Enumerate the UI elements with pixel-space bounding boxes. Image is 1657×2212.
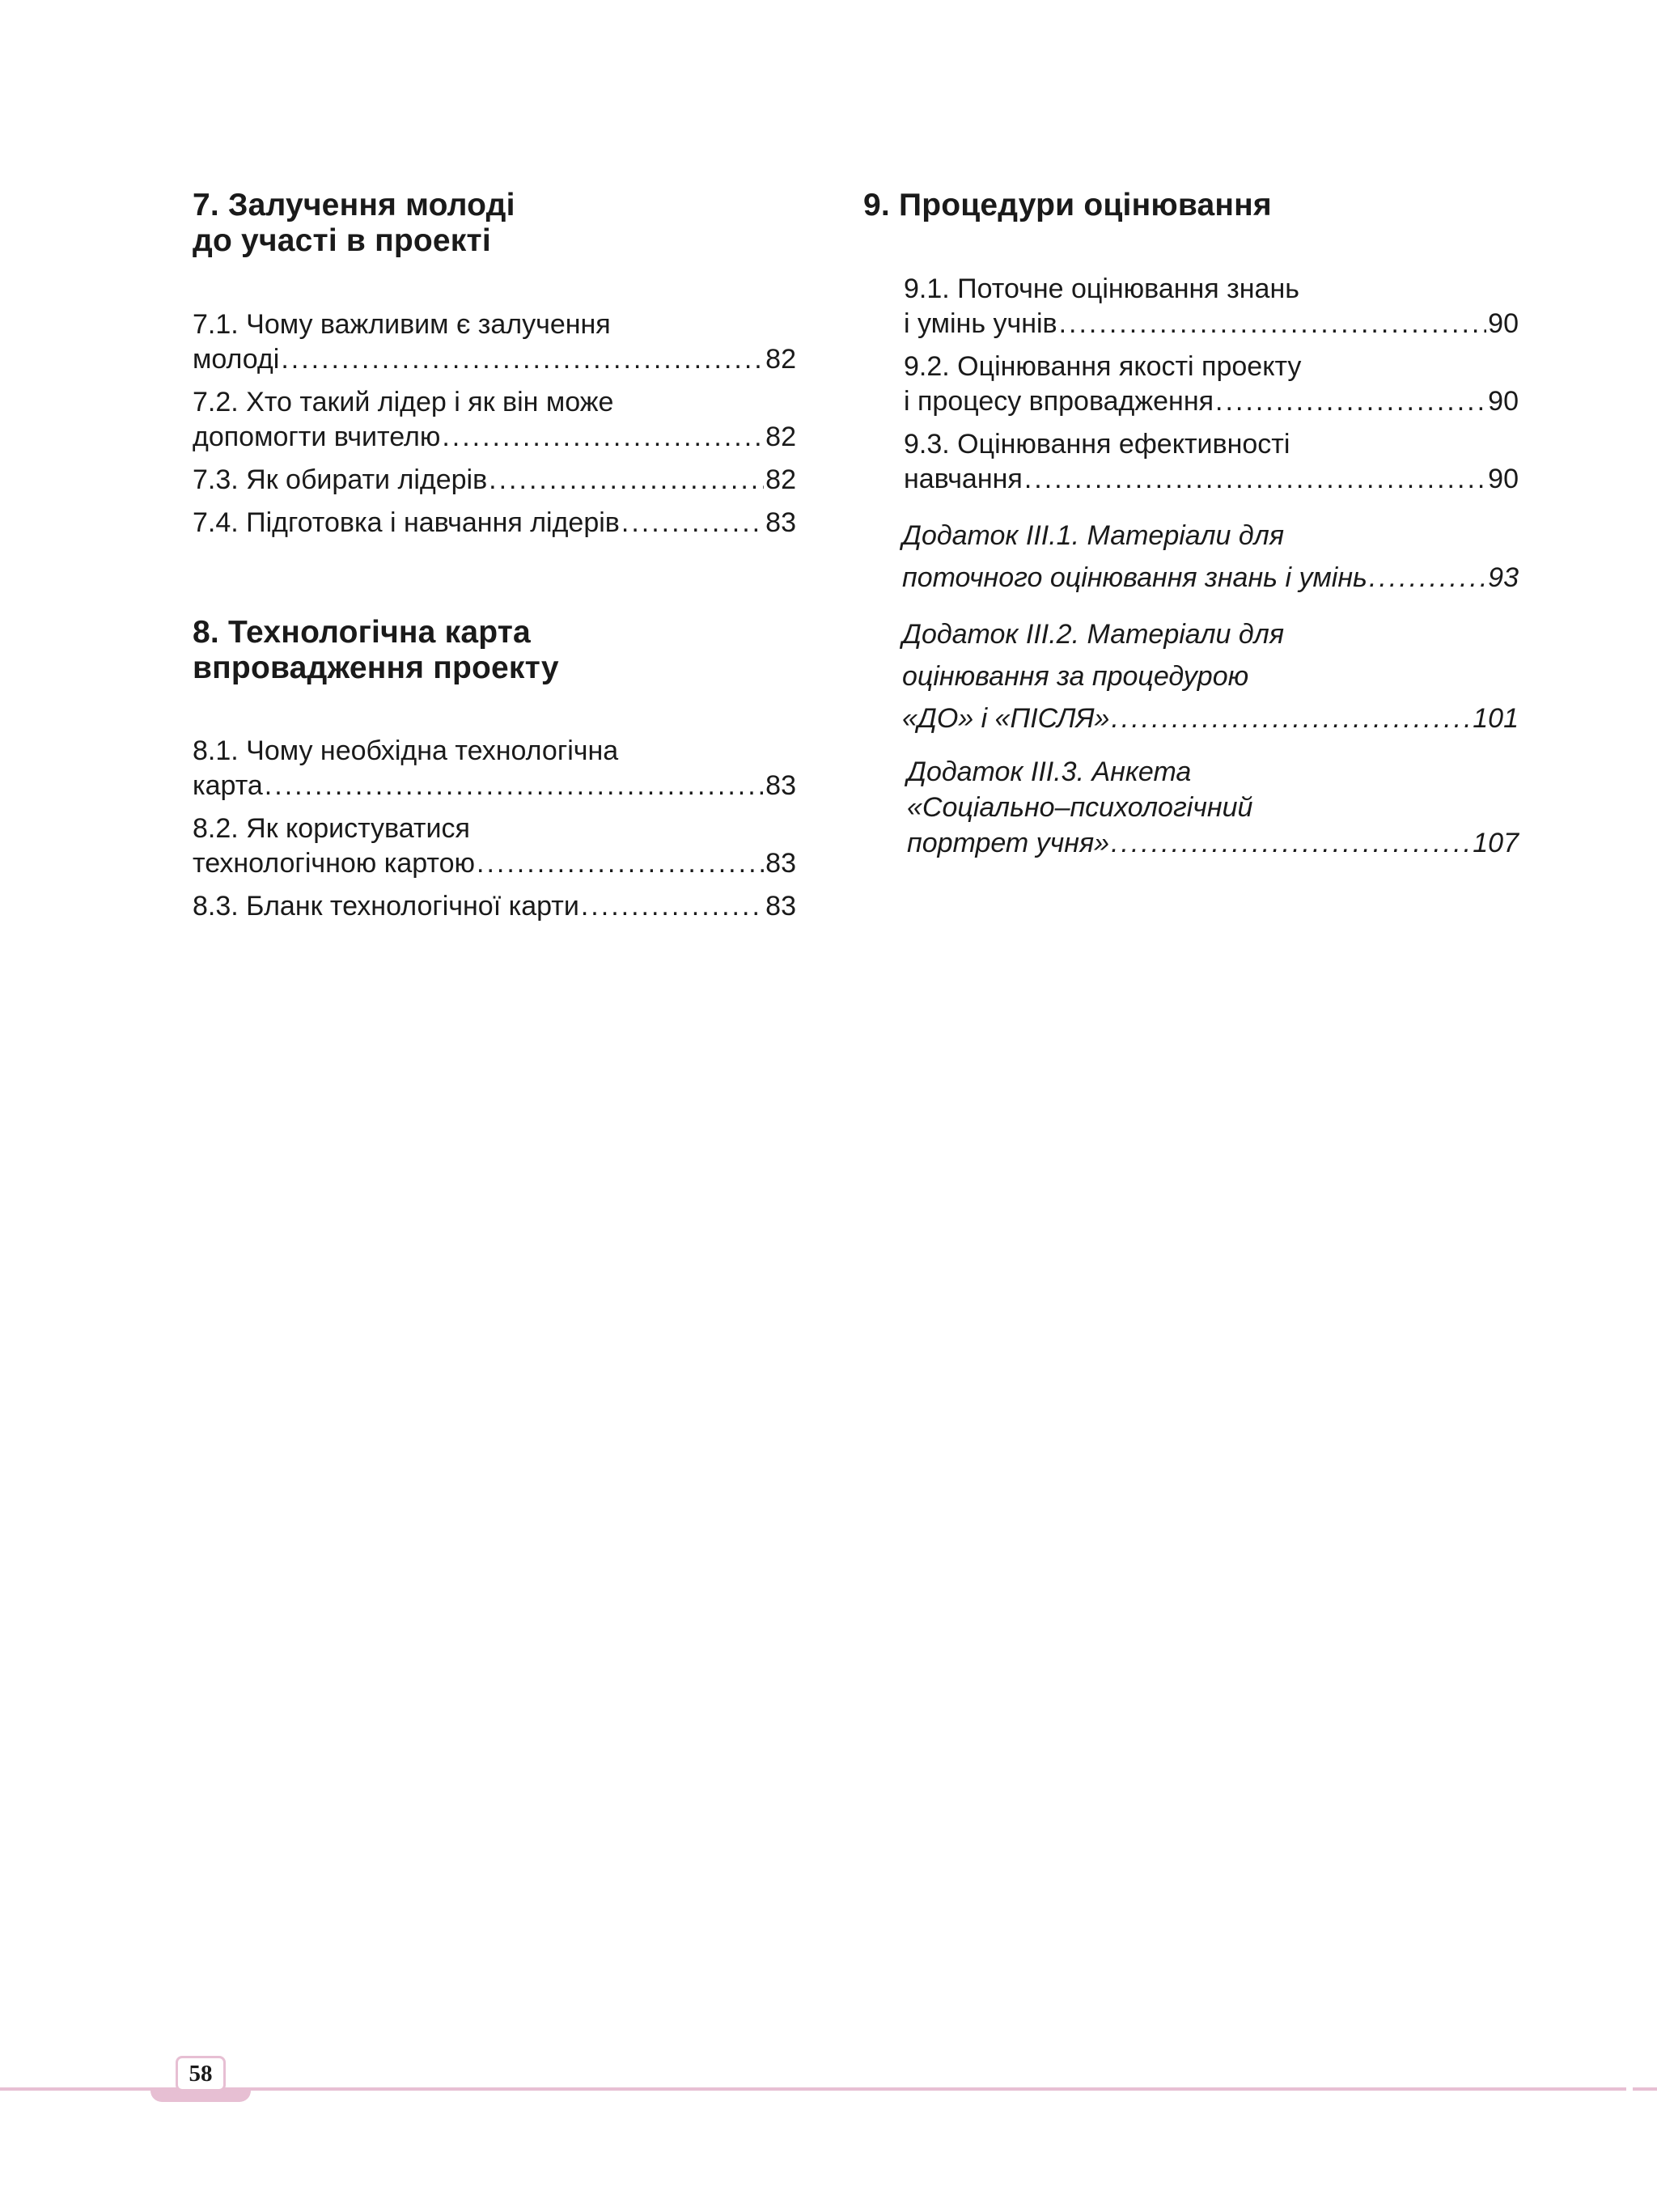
dot-leader — [1111, 825, 1471, 861]
dot-leader — [1059, 307, 1487, 341]
entry-title-line: 7.2. Хто такий лідер і як він може — [193, 387, 614, 417]
page-ref: 107 — [1473, 828, 1519, 858]
entry-title-line: 8.1. Чому необхідна технологічна — [193, 735, 619, 766]
dot-leader — [1215, 384, 1486, 419]
dot-leader — [1369, 557, 1486, 599]
entry-title-line: 7.1. Чому важливим є залучення — [193, 309, 611, 340]
entry-title-tail: і умінь учнів — [904, 308, 1057, 339]
entry-title-tail: портрет учня» — [907, 828, 1110, 858]
toc-entry-9-3[interactable] — [904, 427, 1519, 497]
entry-title-line: Додаток ІІІ.2. Матеріали для — [902, 619, 1284, 650]
page-ref: 90 — [1488, 308, 1519, 339]
entry-title-tail: «ДО» і «ПІСЛЯ» — [902, 703, 1110, 734]
toc-entry-7-3[interactable] — [193, 463, 796, 498]
section-9-entries — [904, 272, 1519, 497]
toc-entry-7-1[interactable] — [193, 307, 796, 377]
toc-entry-8-3[interactable] — [193, 889, 796, 924]
dot-leader — [489, 463, 764, 498]
entry-title-tail: технологічною картою — [193, 848, 476, 879]
entry-title-line: Додаток ІІІ.3. Анкета — [907, 756, 1192, 787]
entry-title-tail: навчання — [904, 464, 1023, 494]
toc-entry-8-1[interactable] — [193, 734, 796, 803]
footer-rule-end — [1633, 2087, 1657, 2091]
page-ref: 83 — [765, 848, 796, 879]
page-ref: 82 — [765, 422, 796, 452]
entry-title-line: «Соціально–психологічний — [907, 792, 1253, 823]
appendix-entries — [902, 515, 1519, 861]
dot-leader — [1111, 697, 1471, 739]
entry-title-line: 9.3. Оцінювання ефективності — [904, 429, 1290, 460]
entry-title: 7.3. Як обирати лідерів — [193, 464, 488, 495]
section-7-entries — [193, 307, 796, 540]
page-ref: 90 — [1488, 464, 1519, 494]
dot-leader — [581, 889, 764, 924]
toc-appendix-3-1[interactable] — [902, 515, 1519, 599]
dot-leader — [265, 769, 764, 803]
toc-appendix-3-2[interactable] — [902, 613, 1519, 739]
entry-title-line: оцінювання за процедурою — [902, 661, 1249, 692]
page-ref: 93 — [1488, 562, 1519, 593]
toc-entry-9-1[interactable] — [904, 272, 1519, 341]
dot-leader — [442, 420, 764, 455]
section-8-entries — [193, 734, 796, 924]
dot-leader — [621, 506, 764, 540]
page-ref: 101 — [1473, 703, 1519, 734]
entry-title-line: 8.2. Як користуватися — [193, 813, 470, 844]
toc-entry-9-2[interactable] — [904, 350, 1519, 419]
entry-title-tail: молоді — [193, 344, 280, 375]
entry-title-line: 9.2. Оцінювання якості проекту — [904, 351, 1302, 382]
page-ref: 82 — [765, 464, 796, 495]
dot-leader — [1024, 462, 1486, 497]
page-ref: 83 — [765, 891, 796, 922]
entry-title: 8.3. Бланк технологічної карти — [193, 891, 579, 922]
toc-entry-7-4[interactable] — [193, 506, 796, 540]
page-ref: 90 — [1488, 386, 1519, 417]
entry-title-tail: допомогти вчителю — [193, 422, 441, 452]
page-ref: 83 — [765, 770, 796, 801]
section-9-heading: 9. Процедури оцінювання — [863, 188, 1272, 222]
section-7-heading: 7. Залучення молоді до участі в проекті — [193, 188, 515, 258]
entry-title-line: 9.1. Поточне оцінювання знань — [904, 273, 1299, 304]
entry-title: 7.4. Підготовка і навчання лідерів — [193, 507, 620, 538]
entry-title-tail: поточного оцінювання знань і умінь — [902, 562, 1367, 593]
dot-leader — [477, 846, 764, 881]
toc-entry-8-2[interactable] — [193, 811, 796, 881]
entry-title-tail: карта — [193, 770, 263, 801]
page-ref: 83 — [765, 507, 796, 538]
toc-appendix-3-3[interactable] — [907, 754, 1519, 861]
entry-title-line: Додаток ІІІ.1. Матеріали для — [902, 520, 1284, 551]
entry-title-tail: і процесу впровадження — [904, 386, 1214, 417]
section-8-heading: 8. Технологічна карта впровадження проекту — [193, 615, 559, 685]
toc-entry-7-2[interactable] — [193, 385, 796, 455]
page-ref: 82 — [765, 344, 796, 375]
footer-tab — [150, 2091, 251, 2102]
dot-leader — [281, 342, 764, 377]
page-number: 58 — [176, 2056, 226, 2091]
